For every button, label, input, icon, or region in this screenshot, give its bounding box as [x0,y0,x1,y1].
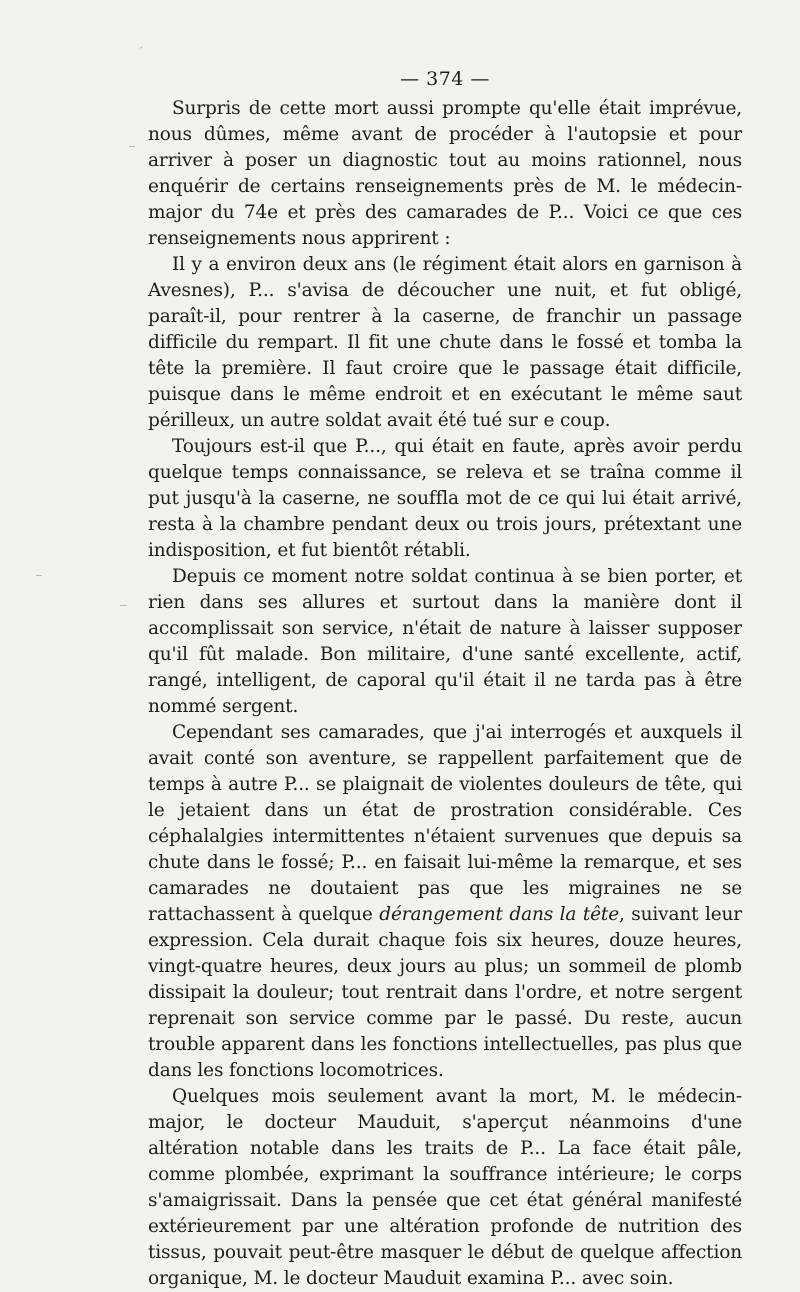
body-text [148,96,742,1292]
paragraph-4: Depuis ce moment notre soldat continua à se bien porter, et rien dans ses allures et surtout dans la manière dont il accomplissait son service, n'était de nature à laisser supposer qu'il fût malade. Bon militaire, d'une santé excellente, actif, rangé, intelligent, de caporal qu'il était il ne tarda pas à être nommé sergent. [148,566,742,717]
scan-speck [120,605,127,606]
scan-speck [140,46,143,49]
emphasized-phrase: dérangement dans la tête [379,904,620,925]
paragraph-2: Il y a environ deux ans (le régiment était alors en garnison à Avesnes), P... s'avisa de découcher une nuit, et fut obligé, paraît-il, pour rentrer à la caserne, de franchir un passage difficile du rempart. Il fit une chute dans le fossé et tomba la tête la première. Il faut croire que le passage était difficile, puisque dans le même endroit et en exécutant le même saut périlleux, un autre soldat avait été tué sur e coup. [148,254,742,431]
paragraph-3: Toujours est-il que P..., qui était en faute, après avoir perdu quelque temps connaissance, se releva et se traîna comme il put jusqu'à la caserne, ne souffla mot de ce qui lui était arrivé, resta à la chambre pendant deux ou trois jours, prétextant une indisposition, et fut bientôt rétabli. [148,436,742,561]
page-number: — 374 — [400,68,490,90]
paragraph-6: Quelques mois seulement avant la mort, M. le médecin-major, le docteur Mauduit, s'aperçut néanmoins d'une altération notable dans les traits de P... La face était pâle, comme plombée, exprimant la souffrance intérieure; le corps s'amaigrissait. Dans la pensée que cet état général manifesté extérieurement par une altération profonde de nutrition des tissus, pouvait peut-être masquer le début de quelque affection organique, M. le docteur Mauduit examina P... avec soin. [148,1086,742,1289]
scan-speck [36,575,42,576]
scan-speck [129,146,135,147]
paragraph-5-text-end: , suivant leur expression. Cela durait chaque fois six heures, douze heures, vingt-quatre heures, deux jours au plus; un sommeil de plomb dissipait la douleur; tout rentrait dans l'ordre, et notre sergent reprenait son service comme par le passé. Du reste, aucun trouble apparent dans les fonctions intellectuelles, pas plus que dans les fonctions locomotrices. [148,904,743,1081]
paragraph-5 [148,720,742,1084]
paragraph-1: Surpris de cette mort aussi prompte qu'elle était imprévue, nous dûmes, même avant de procéder à l'autopsie et pour arriver à poser un diagnostic tout au moins rationnel, nous enquérir de certains renseignements près de M. le médecin-major du 74e et près des camarades de P... Voici ce que ces renseignements nous apprirent : [148,98,742,249]
paragraph-5-text-start: Cependant ses camarades, que j'ai interrogés et auxquels il avait conté son aventure, se rappellent parfaitement que de temps à autre P... se plaignait de violentes douleurs de tête, qui le jetaient dans un état de prostration considérable. Ces céphalalgies intermittentes n'étaient survenues que depuis sa chute dans le fossé; P... en faisait lui-même la remarque, et ses camarades ne doutaient pas que les migraines ne se rattachassent à quelque [148,722,742,925]
